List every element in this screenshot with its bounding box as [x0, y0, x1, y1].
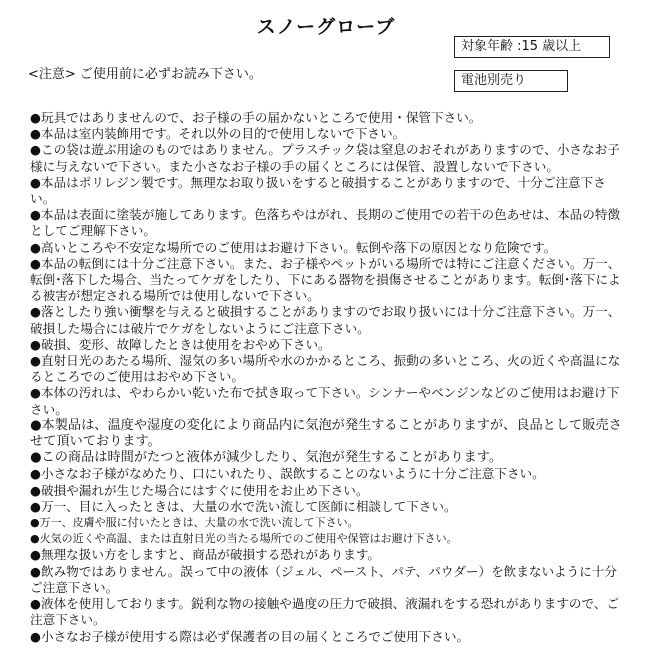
caution-item: ●万一、目に入ったときは、大量の水で洗い流して医師に相談して下さい。 — [30, 498, 457, 514]
caution-header: <注意> ご使用前に必ずお読み下さい。 — [28, 67, 262, 82]
caution-item: ●飲み物ではありません。誤って中の液体（ジェル、ペースト、パテ、パウダー）を飲まないように十分ご注意下さい。 — [30, 563, 618, 595]
caution-item: ●無理な扱い方をしますと、商品が破損する恐れがあります。 — [30, 547, 381, 563]
caution-item: ●本品は室内装飾用です。それ以外の目的で使用しないで下さい。 — [30, 126, 406, 142]
caution-item: ●本体の汚れは、やわらかい乾いた布で拭き取って下さい。シンナーやベンジンなどのご使用はお避け下さい。 — [30, 385, 620, 417]
caution-item: ●この袋は遊ぶ用途のものではありません。プラスチック袋は窒息のおそれがありますので、小さなお子様に与えないで下さい。また小さなお子様の手の届くところには保管、設置しないで下さい。 — [30, 142, 620, 174]
caution-item: ●万一、皮膚や服に付いたときは、大量の水で洗い流して下さい。 — [30, 516, 359, 530]
caution-item: ●小さなお子様が使用する際は必ず保護者の目の届くところでご使用下さい。 — [30, 628, 470, 644]
caution-item: ●液体を使用しております。鋭利な物の接触や過度の圧力で破損、液漏れをする恐れがありますので、ご注意下さい。 — [30, 596, 620, 628]
caution-item: ●本品の転倒には十分ご注意下さい。また、お子様やペットがいる場所では特にご注意ください。万一、転倒･落下した場合、当たってケガをしたり、下にある器物を損傷させることがあります。転倒･落下による被害が想定される場所では使用しないで下さい。 — [30, 255, 621, 304]
caution-item: ●この商品は時間がたつと液体が減少したり、気泡が発生することがあります。 — [30, 450, 503, 466]
page-title: スノーグローブ — [256, 16, 396, 38]
caution-item: ●玩具ではありませんので、お子様の手の届かないところで使用・保管下さい。 — [30, 110, 482, 125]
caution-item: ●火気の近くや高温、または直射日光の当たる場所でのご使用や保管はお避け下さい。 — [30, 532, 458, 546]
caution-item: ●破損や漏れが生じた場合にはすぐに使用をお止め下さい。 — [30, 482, 369, 498]
caution-item: ●破損、変形、故障したときは使用をおやめ下さい。 — [30, 336, 331, 352]
caution-item: ●落としたり強い衝撃を与えると破損することがありますのでお取り扱いには十分ご注意下さい。万一、破損した場合には破片でケガをしないようにご注意下さい。 — [30, 304, 621, 336]
caution-list — [30, 110, 622, 645]
caution-item: ●本製品は、温度や湿度の変化により商品内に気泡が発生することがありますが、良品として販売させて頂いております。 — [30, 417, 622, 450]
caution-item: ●高いところや不安定な場所でのご使用はお避け下さい。転倒や落下の原因となり危険です。 — [30, 239, 557, 255]
caution-item: ●小さなお子様がなめたり、口にいれたり、誤飲することのないように十分ご注意下さい。 — [30, 466, 545, 482]
caution-item: ●本品は表面に塗装が施してあります。色落ちやはがれ、長期のご使用での若干の色あせは、本品の特徴としてご理解下さい。 — [30, 207, 621, 239]
battery-note-box: 電池別売り — [454, 70, 568, 92]
caution-item: ●本品はポリレジン製です。無理なお取り扱いをすると破損することがありますので、十分ご注意下さい。 — [30, 174, 606, 207]
caution-item: ●直射日光のあたる場所、湿気の多い場所や水のかかるところ、振動の多いところ、火の近くや高温になるところでのご使用はおやめ下さい。 — [30, 353, 621, 385]
target-age-box: 対象年齢 :15 歳以上 — [454, 36, 610, 58]
